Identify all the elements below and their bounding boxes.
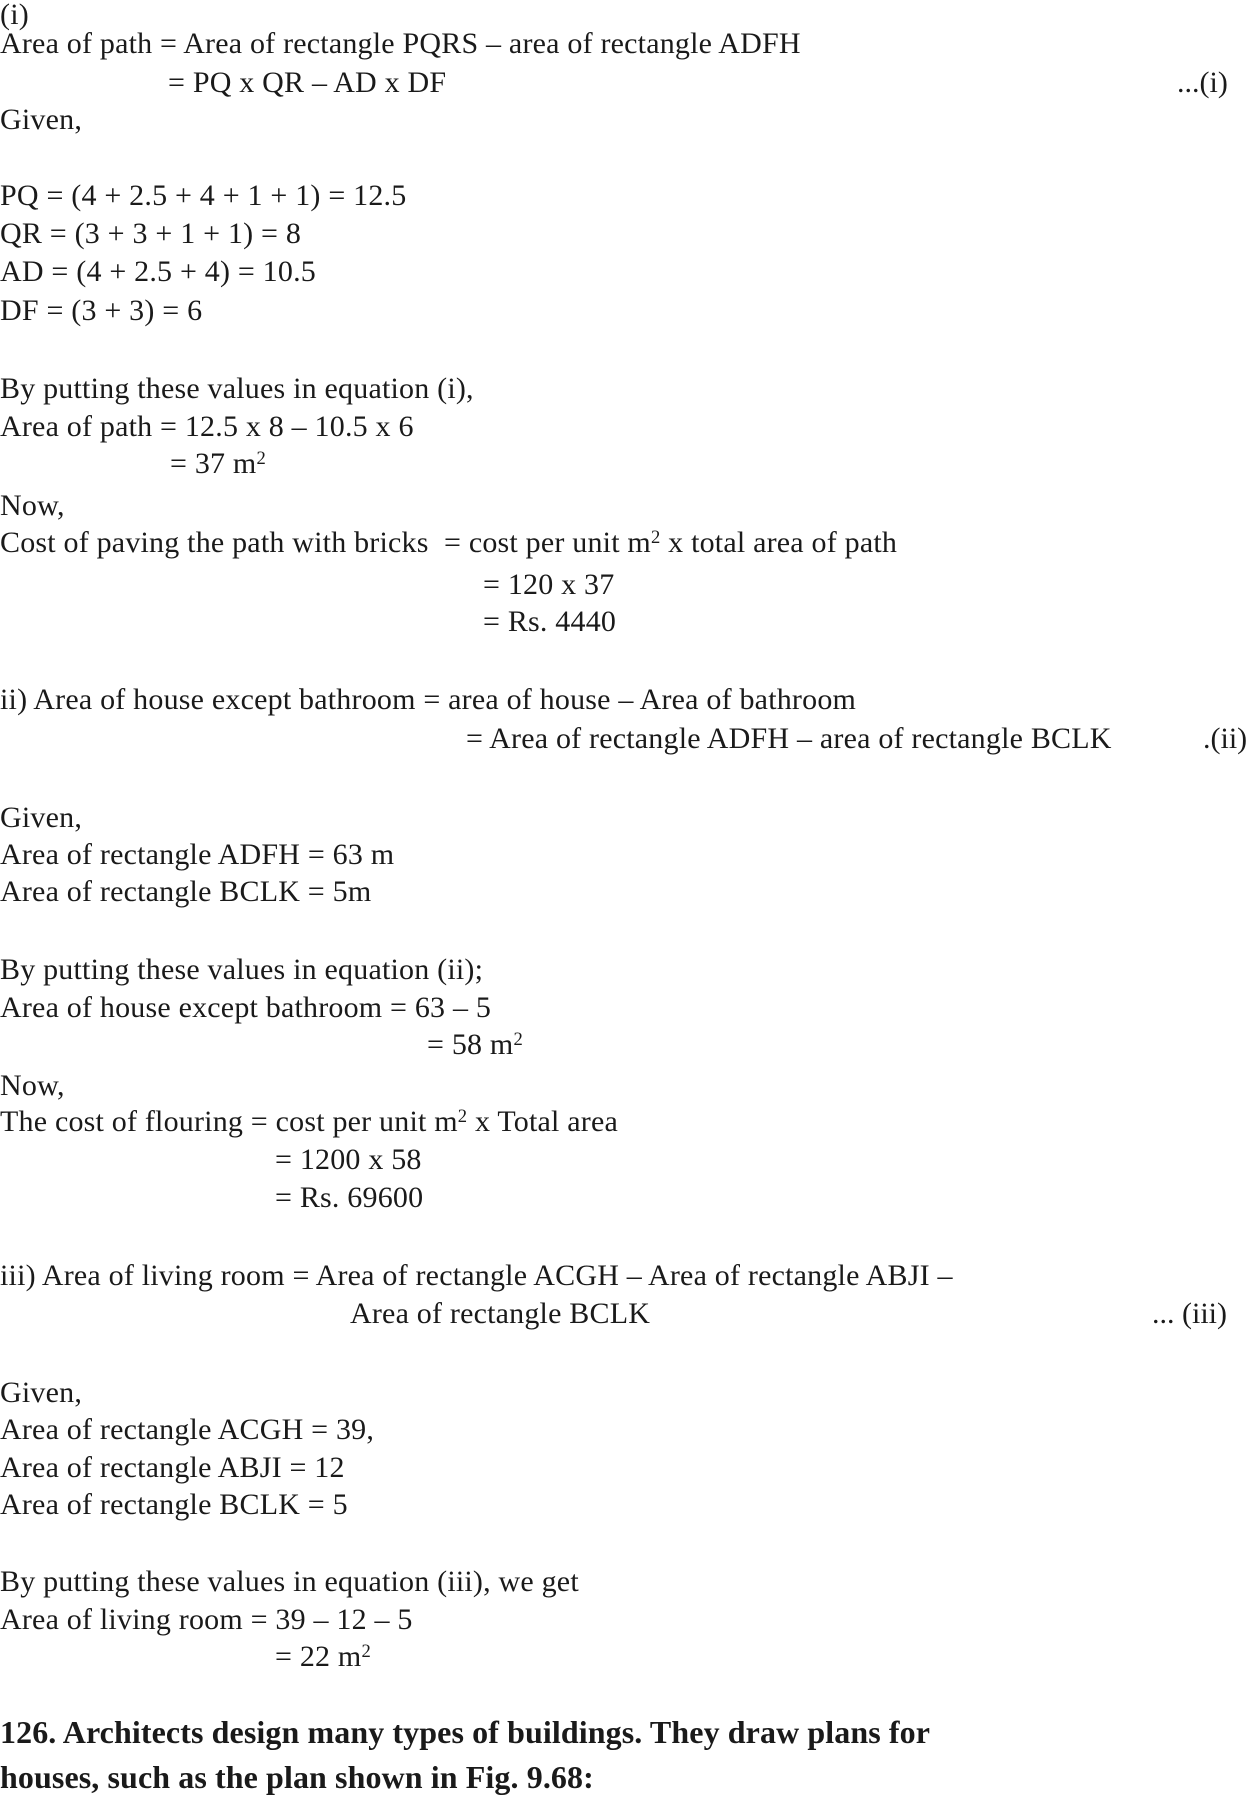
text-segment: Area of rectangle BCLK = 5m bbox=[0, 875, 372, 908]
superscript-exponent: 2 bbox=[513, 1028, 523, 1050]
text-segment: Area of house except bathroom = 63 – 5 bbox=[0, 991, 492, 1024]
text-segment: x total area of path bbox=[660, 526, 898, 559]
text-line bbox=[350, 1299, 650, 1329]
text-segment: = 58 m bbox=[427, 1028, 514, 1061]
text-line bbox=[0, 993, 491, 1023]
text-segment: By putting these values in equation (i), bbox=[0, 372, 474, 405]
text-line bbox=[427, 1030, 523, 1060]
text-line bbox=[0, 1378, 82, 1408]
equation-ref: .(ii) bbox=[1203, 722, 1248, 755]
text-line bbox=[0, 181, 406, 211]
equation-ref: ...(i) bbox=[1177, 66, 1228, 99]
text-segment: = 37 m bbox=[170, 447, 257, 480]
text-segment: = Rs. 4440 bbox=[483, 605, 617, 638]
text-segment: = PQ x QR – AD x DF bbox=[168, 66, 447, 99]
text-segment: Area of rectangle ADFH = 63 m bbox=[0, 838, 395, 871]
text-line bbox=[0, 877, 371, 907]
text-line bbox=[0, 685, 856, 715]
text-segment: Now, bbox=[0, 1069, 65, 1102]
text-segment: Area of rectangle ABJI = 12 bbox=[0, 1451, 345, 1484]
superscript-exponent: 2 bbox=[256, 447, 266, 469]
text-segment: 126. Architects design many types of buildings. They draw plans for bbox=[0, 1714, 931, 1750]
text-segment: Area of rectangle BCLK = 5 bbox=[0, 1488, 348, 1521]
superscript-exponent: 2 bbox=[457, 1105, 468, 1127]
text-segment: Area of rectangle ACGH = 39, bbox=[0, 1413, 375, 1446]
text-line bbox=[0, 412, 414, 442]
text-line bbox=[0, 1453, 345, 1483]
text-line bbox=[275, 1145, 422, 1175]
superscript-exponent: 2 bbox=[361, 1640, 371, 1662]
text-line bbox=[0, 374, 474, 404]
text-line bbox=[0, 219, 301, 249]
text-line bbox=[275, 1183, 423, 1213]
text-line bbox=[466, 724, 1112, 754]
text-segment: Given, bbox=[0, 801, 83, 834]
text-segment: Given, bbox=[0, 103, 83, 136]
text-line bbox=[0, 257, 316, 287]
text-segment: houses, such as the plan shown in Fig. 9.68: bbox=[0, 1759, 594, 1795]
text-line bbox=[0, 296, 202, 326]
text-segment: DF = (3 + 3) = 6 bbox=[0, 294, 203, 327]
text-segment: = Rs. 69600 bbox=[275, 1181, 424, 1214]
text-segment: x Total area bbox=[467, 1105, 618, 1138]
text-line bbox=[170, 449, 266, 479]
text-segment: = Area of rectangle ADFH – area of rectangle BCLK bbox=[466, 722, 1112, 755]
text-line bbox=[0, 1490, 348, 1520]
text-segment: Area of path = 12.5 x 8 – 10.5 x 6 bbox=[0, 410, 414, 443]
text-line bbox=[0, 1071, 65, 1101]
text-segment: Area of path = Area of rectangle PQRS – area of rectangle ADFH bbox=[0, 27, 801, 60]
heading-line bbox=[0, 1716, 930, 1748]
text-segment: = 22 m bbox=[275, 1640, 362, 1673]
text-line bbox=[0, 29, 801, 59]
text-segment: QR = (3 + 3 + 1 + 1) = 8 bbox=[0, 217, 302, 250]
text-line bbox=[0, 0, 29, 30]
equation-ref: ... (iii) bbox=[1152, 1297, 1227, 1330]
text-segment: Area of living room = 39 – 12 – 5 bbox=[0, 1603, 413, 1636]
text-line bbox=[483, 607, 616, 637]
text-line bbox=[168, 68, 446, 98]
text-segment: Cost of paving the path with bricks = cost per unit m bbox=[0, 526, 651, 559]
text-line bbox=[0, 955, 483, 985]
text-line bbox=[0, 803, 82, 833]
text-line bbox=[0, 1415, 374, 1445]
text-segment: PQ = (4 + 2.5 + 4 + 1 + 1) = 12.5 bbox=[0, 179, 407, 212]
text-line bbox=[0, 1107, 618, 1137]
text-segment: = 1200 x 58 bbox=[275, 1143, 422, 1176]
text-segment: By putting these values in equation (ii); bbox=[0, 953, 484, 986]
text-segment: Given, bbox=[0, 1376, 83, 1409]
text-line bbox=[0, 1567, 579, 1597]
heading-line bbox=[0, 1761, 594, 1793]
text-line bbox=[0, 528, 897, 558]
text-line bbox=[275, 1642, 371, 1672]
text-segment: Now, bbox=[0, 489, 65, 522]
text-line bbox=[0, 491, 65, 521]
text-segment: The cost of flouring = cost per unit m bbox=[0, 1105, 458, 1138]
text-segment: = 120 x 37 bbox=[483, 568, 615, 601]
text-line bbox=[0, 840, 394, 870]
text-line bbox=[0, 1261, 953, 1291]
text-segment: Area of rectangle BCLK bbox=[350, 1297, 651, 1330]
text-segment: By putting these values in equation (iii), we get bbox=[0, 1565, 579, 1598]
text-segment: ii) Area of house except bathroom = area of house – Area of bathroom bbox=[0, 683, 857, 716]
superscript-exponent: 2 bbox=[650, 526, 661, 548]
text-line bbox=[483, 570, 614, 600]
text-segment: AD = (4 + 2.5 + 4) = 10.5 bbox=[0, 255, 316, 288]
text-line bbox=[0, 105, 82, 135]
text-line bbox=[0, 1605, 413, 1635]
text-segment: (i) bbox=[0, 0, 29, 31]
text-segment: iii) Area of living room = Area of rectangle ACGH – Area of rectangle ABJI – bbox=[0, 1259, 953, 1292]
